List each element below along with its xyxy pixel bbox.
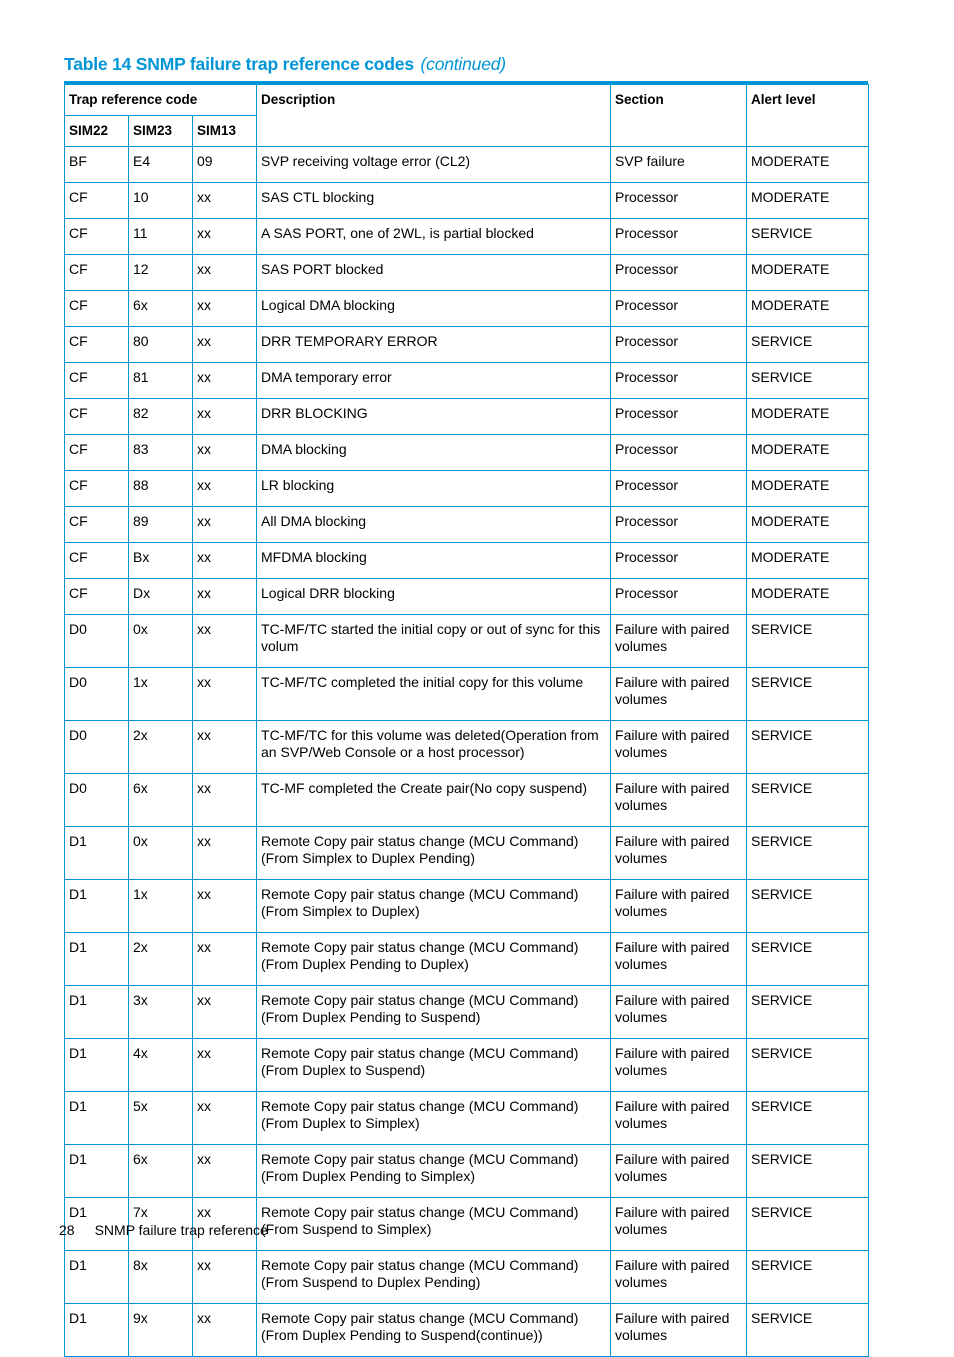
- section-cell: Failure with paired volumes: [611, 933, 747, 986]
- sim23-cell: Bx: [129, 543, 193, 579]
- sim22-cell: D1: [65, 827, 129, 880]
- sim23-cell: 10: [129, 183, 193, 219]
- alert-level-cell: SERVICE: [747, 1198, 869, 1251]
- section-cell: Failure with paired volumes: [611, 986, 747, 1039]
- section-cell: Failure with paired volumes: [611, 1039, 747, 1092]
- sim22-cell: D0: [65, 774, 129, 827]
- sim13-cell: xx: [193, 543, 257, 579]
- sim22-cell: CF: [65, 327, 129, 363]
- alert-level-cell: SERVICE: [747, 615, 869, 668]
- sim22-cell: CF: [65, 363, 129, 399]
- description-cell: TC-MF completed the Create pair(No copy suspend): [257, 774, 611, 827]
- section-cell: Failure with paired volumes: [611, 1251, 747, 1304]
- sim13-cell: xx: [193, 1145, 257, 1198]
- sim13-cell: xx: [193, 363, 257, 399]
- sim22-cell: D0: [65, 668, 129, 721]
- section-cell: Failure with paired volumes: [611, 774, 747, 827]
- sim22-cell: CF: [65, 579, 129, 615]
- sim23-cell: E4: [129, 147, 193, 183]
- description-cell: Remote Copy pair status change (MCU Command) (From Duplex Pending to Suspend(continue)): [257, 1304, 611, 1357]
- description-cell: SAS CTL blocking: [257, 183, 611, 219]
- sim13-cell: xx: [193, 933, 257, 986]
- description-cell: SAS PORT blocked: [257, 255, 611, 291]
- description-cell: DRR TEMPORARY ERROR: [257, 327, 611, 363]
- section-cell: Processor: [611, 291, 747, 327]
- alert-level-cell: MODERATE: [747, 507, 869, 543]
- page-number: 28: [59, 1222, 75, 1238]
- table-row: [65, 291, 869, 327]
- sim13-cell: xx: [193, 668, 257, 721]
- sim23-cell: 6x: [129, 1145, 193, 1198]
- sim22-cell: D1: [65, 986, 129, 1039]
- sim23-cell: 80: [129, 327, 193, 363]
- section-cell: Failure with paired volumes: [611, 1145, 747, 1198]
- sim23-cell: 81: [129, 363, 193, 399]
- description-cell: All DMA blocking: [257, 507, 611, 543]
- description-cell: LR blocking: [257, 471, 611, 507]
- alert-level-cell: MODERATE: [747, 147, 869, 183]
- description-cell: Logical DRR blocking: [257, 579, 611, 615]
- section-cell: Failure with paired volumes: [611, 721, 747, 774]
- sim13-cell: xx: [193, 1198, 257, 1251]
- section-cell: Failure with paired volumes: [611, 880, 747, 933]
- section-cell: SVP failure: [611, 147, 747, 183]
- header-sim22: SIM22: [65, 116, 129, 147]
- table-row: [65, 1251, 869, 1304]
- table-row: [65, 721, 869, 774]
- table-row: [65, 327, 869, 363]
- sim13-cell: xx: [193, 327, 257, 363]
- table-title-continued: (continued): [420, 54, 506, 74]
- table-row: [65, 1092, 869, 1145]
- sim23-cell: 2x: [129, 721, 193, 774]
- sim22-cell: CF: [65, 219, 129, 255]
- description-cell: Remote Copy pair status change (MCU Command) (From Duplex to Suspend): [257, 1039, 611, 1092]
- header-sim13: SIM13: [193, 116, 257, 147]
- section-cell: Failure with paired volumes: [611, 1092, 747, 1145]
- sim22-cell: CF: [65, 507, 129, 543]
- sim22-cell: CF: [65, 399, 129, 435]
- description-cell: Remote Copy pair status change (MCU Command) (From Duplex Pending to Simplex): [257, 1145, 611, 1198]
- description-cell: TC-MF/TC completed the initial copy for this volume: [257, 668, 611, 721]
- sim13-cell: xx: [193, 435, 257, 471]
- alert-level-cell: SERVICE: [747, 933, 869, 986]
- table-row: [65, 774, 869, 827]
- footer-section-title: SNMP failure trap reference: [94, 1222, 268, 1238]
- description-cell: Remote Copy pair status change (MCU Command) (From Duplex Pending to Suspend): [257, 986, 611, 1039]
- trap-reference-table: [64, 84, 869, 1357]
- sim23-cell: 7x: [129, 1198, 193, 1251]
- sim23-cell: 9x: [129, 1304, 193, 1357]
- section-cell: Processor: [611, 543, 747, 579]
- sim13-cell: xx: [193, 1251, 257, 1304]
- sim13-cell: xx: [193, 1092, 257, 1145]
- table-row: [65, 615, 869, 668]
- alert-level-cell: SERVICE: [747, 363, 869, 399]
- sim13-cell: xx: [193, 880, 257, 933]
- section-cell: Failure with paired volumes: [611, 668, 747, 721]
- sim13-cell: 09: [193, 147, 257, 183]
- table-row: [65, 933, 869, 986]
- header-alert-level: Alert level: [747, 85, 869, 147]
- description-cell: Remote Copy pair status change (MCU Command) (From Duplex to Simplex): [257, 1092, 611, 1145]
- table-row: [65, 471, 869, 507]
- sim23-cell: 3x: [129, 986, 193, 1039]
- section-cell: Processor: [611, 255, 747, 291]
- sim23-cell: 89: [129, 507, 193, 543]
- table-row: [65, 255, 869, 291]
- alert-level-cell: MODERATE: [747, 255, 869, 291]
- table-row: [65, 827, 869, 880]
- table-row: [65, 986, 869, 1039]
- header-description: Description: [257, 85, 611, 147]
- sim13-cell: xx: [193, 579, 257, 615]
- sim13-cell: xx: [193, 774, 257, 827]
- alert-level-cell: MODERATE: [747, 435, 869, 471]
- description-cell: Logical DMA blocking: [257, 291, 611, 327]
- sim22-cell: D0: [65, 615, 129, 668]
- sim22-cell: D1: [65, 1039, 129, 1092]
- description-cell: A SAS PORT, one of 2WL, is partial blocked: [257, 219, 611, 255]
- table-title: [64, 54, 506, 75]
- sim22-cell: CF: [65, 471, 129, 507]
- sim23-cell: 2x: [129, 933, 193, 986]
- alert-level-cell: SERVICE: [747, 668, 869, 721]
- section-cell: Failure with paired volumes: [611, 1304, 747, 1357]
- sim23-cell: Dx: [129, 579, 193, 615]
- sim23-cell: 6x: [129, 291, 193, 327]
- description-cell: Remote Copy pair status change (MCU Command) (From Suspend to Simplex): [257, 1198, 611, 1251]
- sim13-cell: xx: [193, 507, 257, 543]
- section-cell: Processor: [611, 507, 747, 543]
- table-row: [65, 579, 869, 615]
- table-row: [65, 147, 869, 183]
- table-row: [65, 363, 869, 399]
- alert-level-cell: MODERATE: [747, 183, 869, 219]
- section-cell: Processor: [611, 399, 747, 435]
- sim13-cell: xx: [193, 986, 257, 1039]
- description-cell: Remote Copy pair status change (MCU Command) (From Simplex to Duplex): [257, 880, 611, 933]
- table-row: [65, 507, 869, 543]
- section-cell: Processor: [611, 183, 747, 219]
- description-cell: Remote Copy pair status change (MCU Command) (From Simplex to Duplex Pending): [257, 827, 611, 880]
- alert-level-cell: MODERATE: [747, 471, 869, 507]
- sim22-cell: D1: [65, 1304, 129, 1357]
- description-cell: DMA blocking: [257, 435, 611, 471]
- alert-level-cell: SERVICE: [747, 219, 869, 255]
- sim22-cell: CF: [65, 291, 129, 327]
- table-row: [65, 1039, 869, 1092]
- sim22-cell: D1: [65, 1198, 129, 1251]
- description-cell: Remote Copy pair status change (MCU Command) (From Duplex Pending to Duplex): [257, 933, 611, 986]
- description-cell: TC-MF/TC started the initial copy or out of sync for this volum: [257, 615, 611, 668]
- table-row: [65, 1304, 869, 1357]
- header-sim23: SIM23: [129, 116, 193, 147]
- table-row: [65, 219, 869, 255]
- sim13-cell: xx: [193, 183, 257, 219]
- table-row: [65, 543, 869, 579]
- alert-level-cell: SERVICE: [747, 827, 869, 880]
- sim22-cell: D1: [65, 933, 129, 986]
- table-title-main: Table 14 SNMP failure trap reference codes: [64, 54, 414, 74]
- sim22-cell: D1: [65, 1251, 129, 1304]
- alert-level-cell: MODERATE: [747, 579, 869, 615]
- sim13-cell: xx: [193, 1304, 257, 1357]
- alert-level-cell: MODERATE: [747, 399, 869, 435]
- alert-level-cell: SERVICE: [747, 880, 869, 933]
- alert-level-cell: MODERATE: [747, 291, 869, 327]
- table-row: [65, 399, 869, 435]
- table-row: [65, 183, 869, 219]
- sim23-cell: 0x: [129, 827, 193, 880]
- section-cell: Processor: [611, 219, 747, 255]
- alert-level-cell: SERVICE: [747, 1145, 869, 1198]
- header-section: Section: [611, 85, 747, 147]
- alert-level-cell: SERVICE: [747, 1251, 869, 1304]
- sim23-cell: 88: [129, 471, 193, 507]
- alert-level-cell: SERVICE: [747, 774, 869, 827]
- description-cell: MFDMA blocking: [257, 543, 611, 579]
- description-cell: DRR BLOCKING: [257, 399, 611, 435]
- page-footer: [59, 1222, 268, 1238]
- table-row: [65, 880, 869, 933]
- sim13-cell: xx: [193, 255, 257, 291]
- sim23-cell: 6x: [129, 774, 193, 827]
- sim22-cell: BF: [65, 147, 129, 183]
- sim22-cell: D1: [65, 1145, 129, 1198]
- section-cell: Processor: [611, 579, 747, 615]
- section-cell: Processor: [611, 327, 747, 363]
- section-cell: Processor: [611, 363, 747, 399]
- section-cell: Processor: [611, 435, 747, 471]
- sim13-cell: xx: [193, 615, 257, 668]
- description-cell: TC-MF/TC for this volume was deleted(Operation from an SVP/Web Console or a host processor): [257, 721, 611, 774]
- alert-level-cell: MODERATE: [747, 543, 869, 579]
- sim22-cell: CF: [65, 435, 129, 471]
- sim22-cell: CF: [65, 255, 129, 291]
- description-cell: Remote Copy pair status change (MCU Command) (From Suspend to Duplex Pending): [257, 1251, 611, 1304]
- description-cell: DMA temporary error: [257, 363, 611, 399]
- table-row: [65, 435, 869, 471]
- table-row: [65, 668, 869, 721]
- sim23-cell: 8x: [129, 1251, 193, 1304]
- sim13-cell: xx: [193, 471, 257, 507]
- sim13-cell: xx: [193, 721, 257, 774]
- alert-level-cell: SERVICE: [747, 721, 869, 774]
- sim23-cell: 11: [129, 219, 193, 255]
- sim13-cell: xx: [193, 827, 257, 880]
- table-body: [65, 147, 869, 1357]
- sim23-cell: 1x: [129, 668, 193, 721]
- sim22-cell: CF: [65, 543, 129, 579]
- table-row: [65, 1145, 869, 1198]
- sim23-cell: 83: [129, 435, 193, 471]
- sim13-cell: xx: [193, 399, 257, 435]
- sim13-cell: xx: [193, 1039, 257, 1092]
- sim13-cell: xx: [193, 219, 257, 255]
- sim23-cell: 5x: [129, 1092, 193, 1145]
- alert-level-cell: SERVICE: [747, 327, 869, 363]
- alert-level-cell: SERVICE: [747, 1304, 869, 1357]
- section-cell: Failure with paired volumes: [611, 1198, 747, 1251]
- description-cell: SVP receiving voltage error (CL2): [257, 147, 611, 183]
- sim22-cell: D0: [65, 721, 129, 774]
- sim23-cell: 1x: [129, 880, 193, 933]
- alert-level-cell: SERVICE: [747, 1092, 869, 1145]
- section-cell: Failure with paired volumes: [611, 827, 747, 880]
- sim23-cell: 4x: [129, 1039, 193, 1092]
- header-trap-reference-code: Trap reference code: [65, 85, 257, 116]
- sim22-cell: D1: [65, 1092, 129, 1145]
- sim13-cell: xx: [193, 291, 257, 327]
- section-cell: Processor: [611, 471, 747, 507]
- sim23-cell: 12: [129, 255, 193, 291]
- sim23-cell: 0x: [129, 615, 193, 668]
- alert-level-cell: SERVICE: [747, 986, 869, 1039]
- sim22-cell: D1: [65, 880, 129, 933]
- section-cell: Failure with paired volumes: [611, 615, 747, 668]
- sim22-cell: CF: [65, 183, 129, 219]
- alert-level-cell: SERVICE: [747, 1039, 869, 1092]
- sim23-cell: 82: [129, 399, 193, 435]
